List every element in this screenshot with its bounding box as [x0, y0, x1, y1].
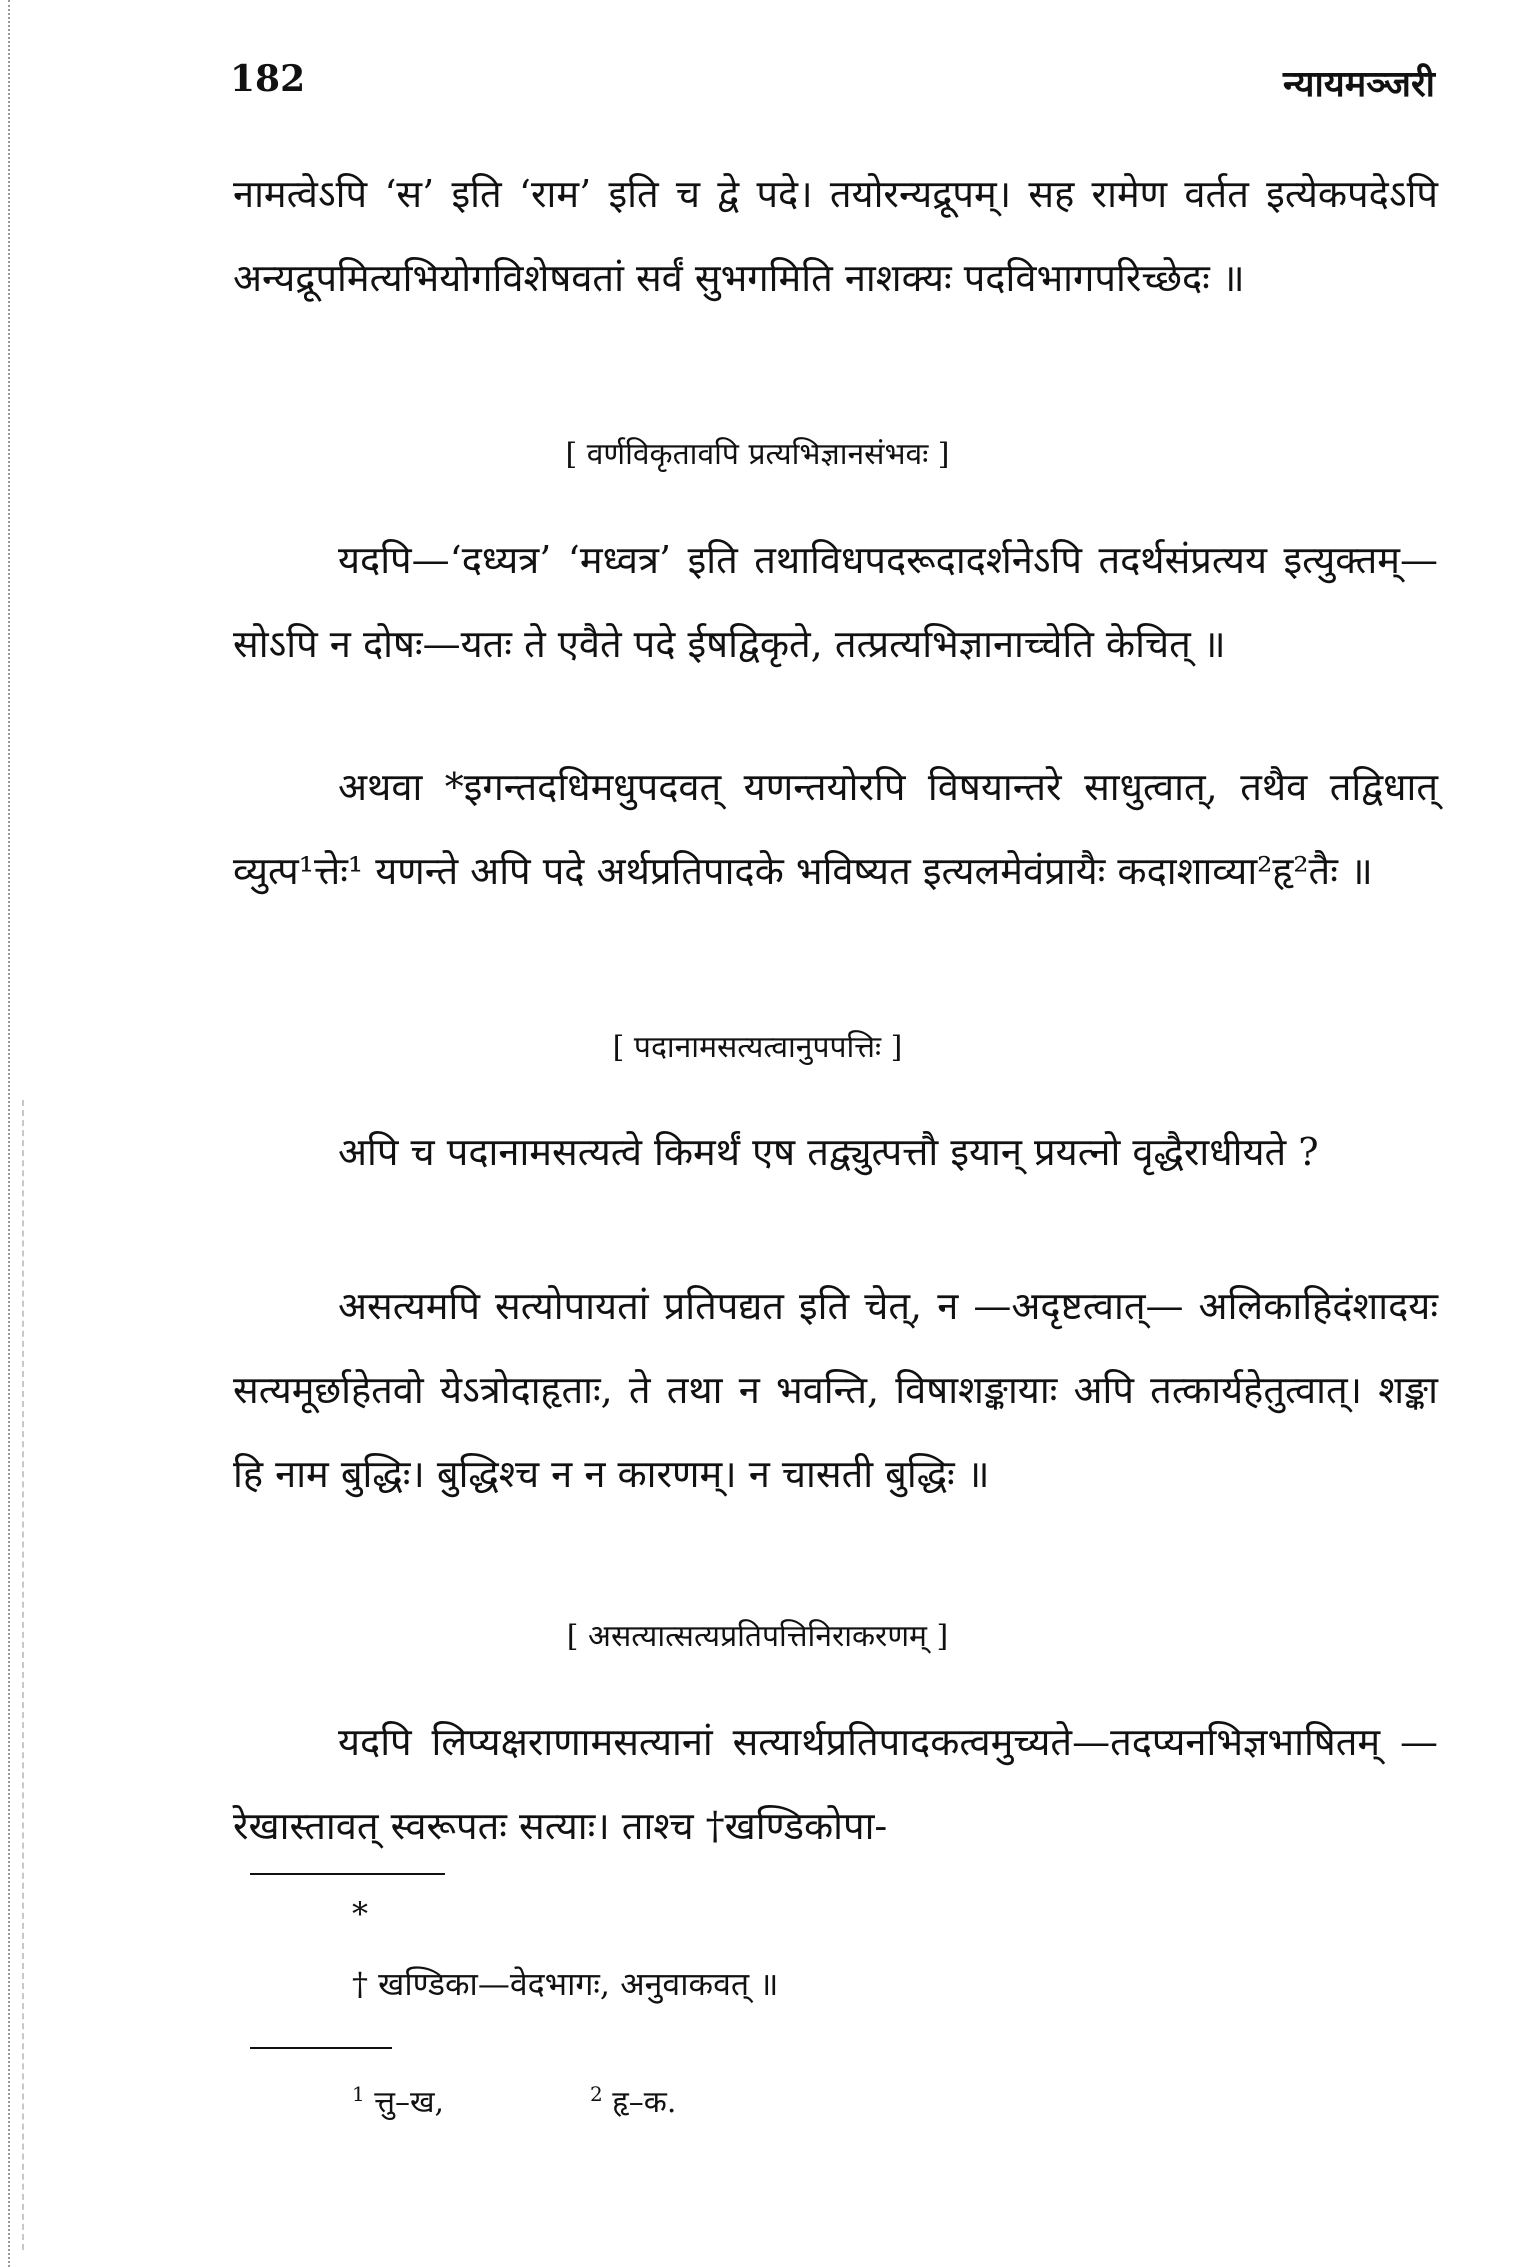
paragraph-3: अथवा *इगन्तदधिमधुपदवत् यणन्तयोरपि विषयान्तरे साधुत्वात्, तथैव तद्विधात् व्युत्प¹त्तेः¹ यणन्ते अपि पदे अर्थप्रतिपादके भविष्यत इत्यलमेवंप्रायैः कदाशाव्या²हृ²तैः ॥	[233, 765, 1438, 893]
variant-2-text: हृ–क.	[612, 2085, 677, 2120]
footnote-dagger: † खण्डिका—वेदभागः, अनुवाकवत् ॥	[352, 1965, 779, 2003]
paragraph-1: नामत्वेऽपि ‘स’ इति ‘राम’ इति च द्वे पदे। तयोरन्यद्रूपम्। सह रामेण वर्तत इत्येकपदेऽपि अन्यद्रूपमित्यभियोगविशेषवतां सर्वं सुभगमिति नाशक्यः पदविभागपरिच्छेदः ॥	[233, 172, 1438, 300]
section-heading-3: [ असत्यात्सत्यप्रतिपत्तिनिराकरणम् ]	[566, 1619, 949, 1654]
variant-1-text: त्तु–ख,	[374, 2085, 445, 2120]
section-heading-1: [ वर्णविकृतावपि प्रत्यभिज्ञानसंभवः ]	[565, 437, 950, 472]
footnote-star: *	[352, 1895, 368, 1933]
running-head: न्यायमञ्जरी	[1283, 63, 1435, 105]
paragraph-4: अपि च पदानामसत्यत्वे किमर्थं एष तद्व्युत्पत्तौ इयान् प्रयत्नो वृद्धैराधीयते ?	[338, 1130, 1319, 1174]
paragraph-6: यदपि लिप्यक्षराणामसत्यानां सत्यार्थप्रतिपादकत्वमुच्यते—तदप्यनभिज्ञभाषितम् — रेखास्तावत् स्वरूपतः सत्याः। ताश्च †खण्डिकोपा-	[233, 1720, 1438, 1848]
paragraph-5: असत्यमपि सत्योपायतां प्रतिपद्यत इति चेत्, न —अदृष्टत्वात्— अलिकाहिदंशादयः सत्यमूर्छाहेतवो येऽत्रोदाहृताः, ते तथा न भवन्ति, विषाशङ्कायाः अपि तत्कार्यहेतुत्वात्। शङ्का हि नाम बुद्धिः। बुद्धिश्च न न कारणम्। न चासती बुद्धिः ॥	[233, 1284, 1438, 1496]
scan-edge-mark	[8, 0, 10, 2267]
footnote-rule	[250, 1873, 445, 1875]
scan-edge-mark-secondary	[22, 1100, 24, 2250]
variants-rule	[250, 2047, 392, 2049]
variant-1-number: 1	[352, 2082, 365, 2106]
section-heading-2: [ पदानामसत्यत्वानुपपत्तिः ]	[612, 1030, 903, 1065]
page-number: 182	[230, 58, 306, 100]
paragraph-2: यदपि—‘दध्यत्र’ ‘मध्वत्र’ इति तथाविधपदरूदादर्शनेऽपि तदर्थसंप्रत्यय इत्युक्तम्—सोऽपि न दोषः—यतः ते एवैते पदे ईषद्विकृते, तत्प्रत्यभिज्ञानाच्चेति केचित् ॥	[233, 538, 1438, 666]
variant-reading-2	[590, 2080, 676, 2121]
variant-2-number: 2	[590, 2082, 603, 2106]
variant-reading-1	[352, 2080, 444, 2121]
